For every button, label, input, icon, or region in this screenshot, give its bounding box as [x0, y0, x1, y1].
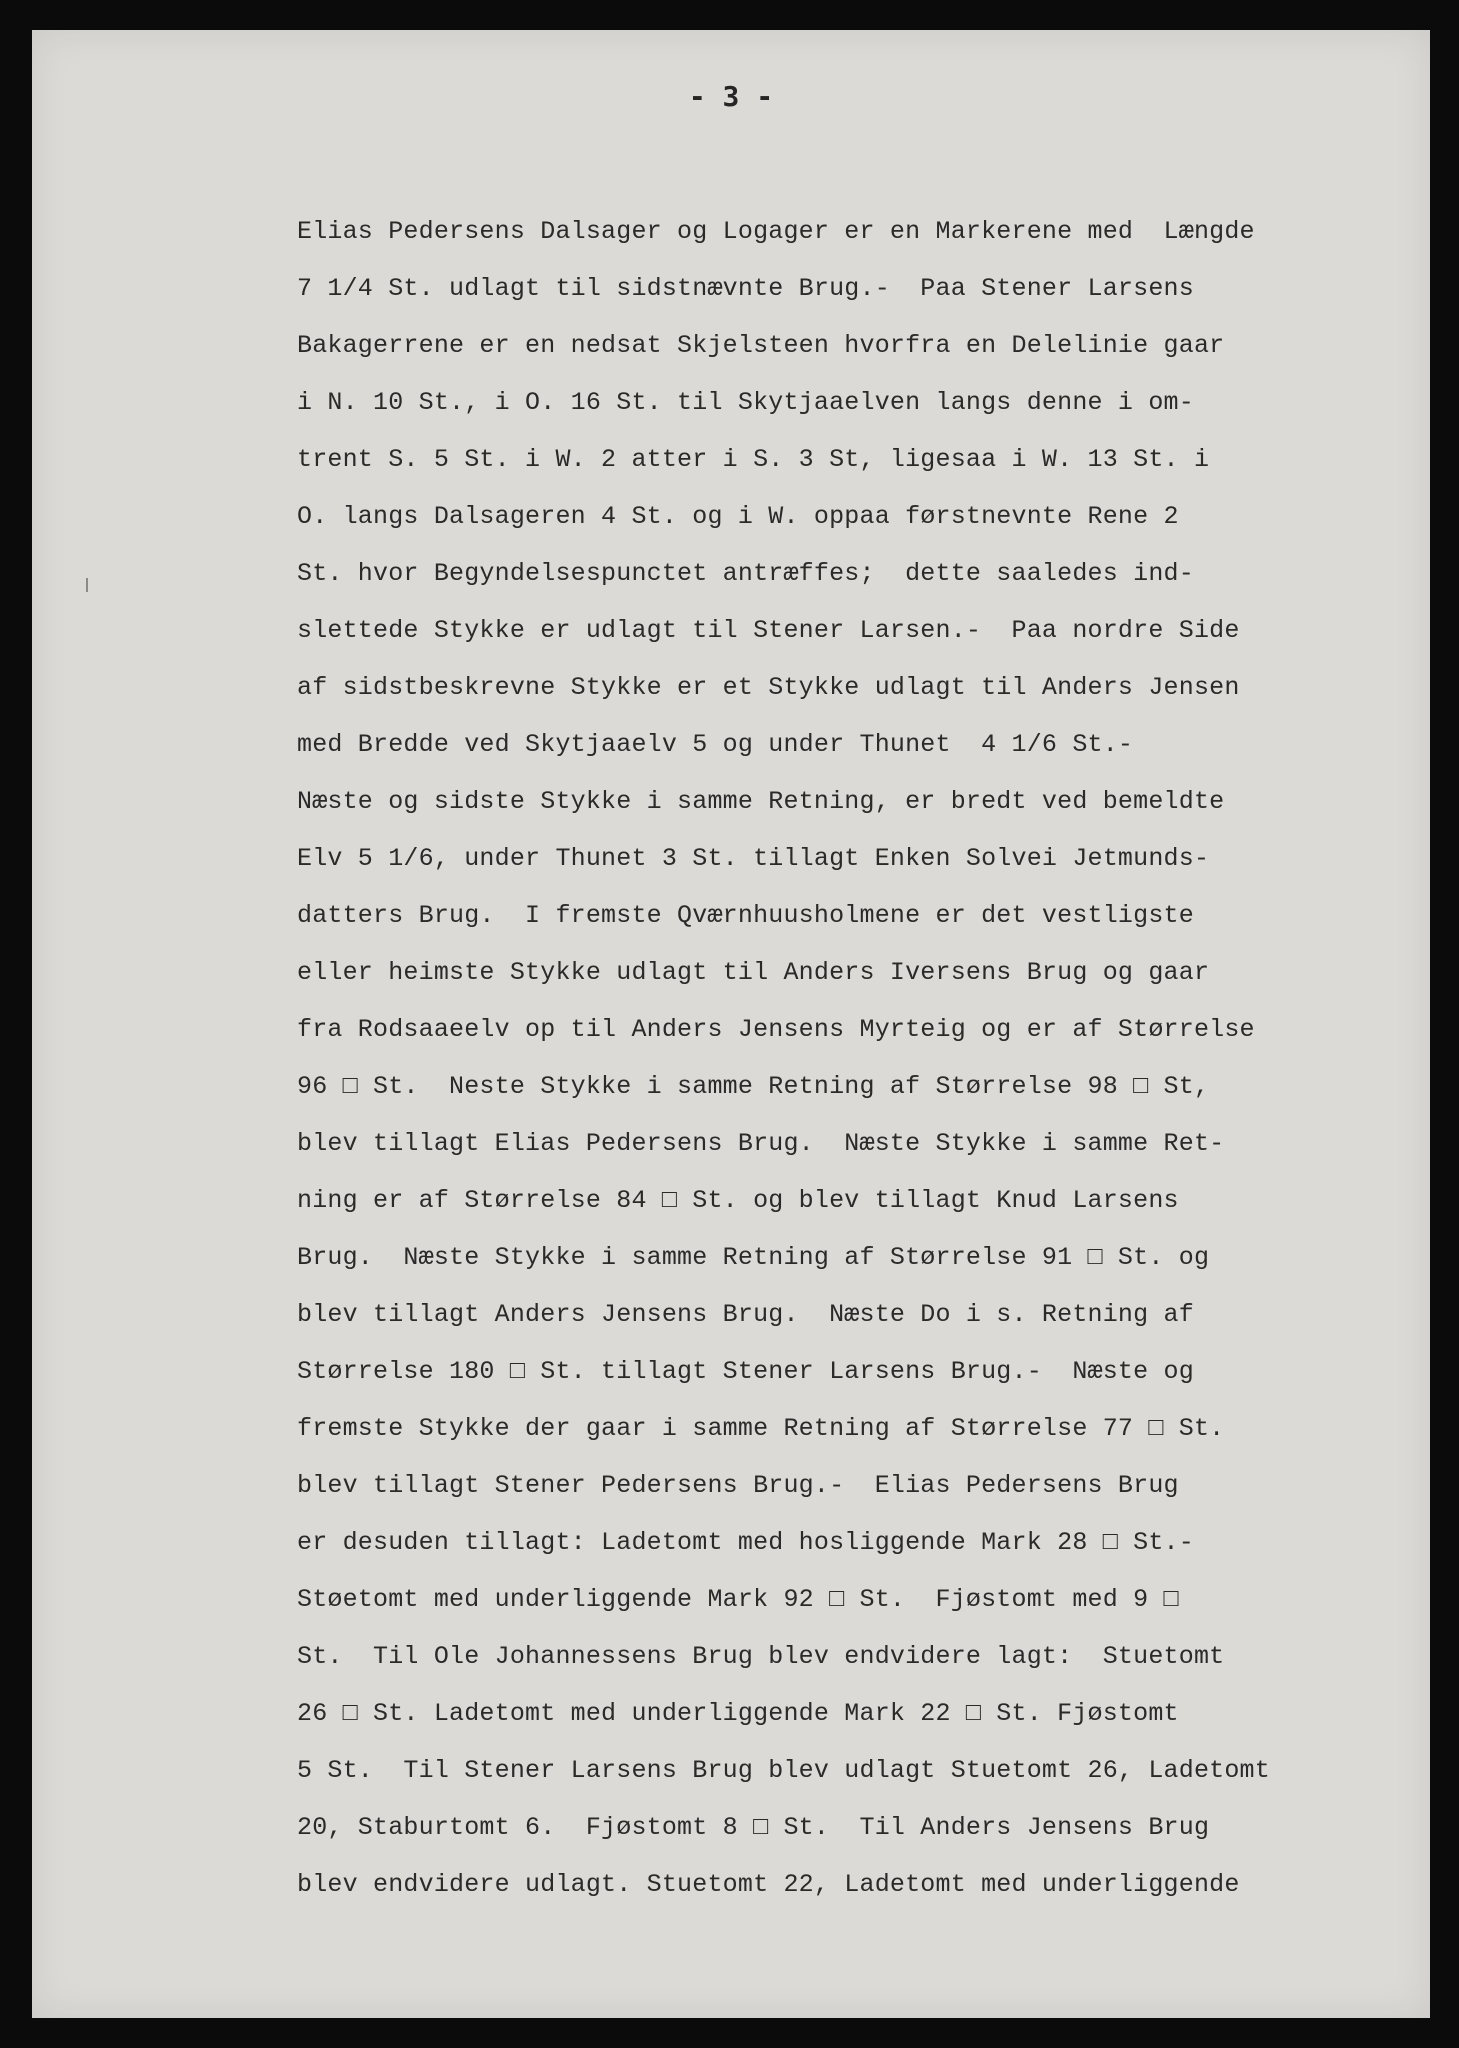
text-line: slettede Stykke er udlagt til Stener Larsen.- Paa nordre Side	[297, 616, 1240, 645]
text-line: 96 □ St. Neste Stykke i samme Retning af Størrelse 98 □ St,	[297, 1072, 1210, 1101]
margin-mark	[86, 578, 88, 592]
text-line: 26 □ St. Ladetomt med underliggende Mark 22 □ St. Fjøstomt	[297, 1699, 1179, 1728]
text-line: blev tillagt Anders Jensens Brug. Næste Do i s. Retning af	[297, 1300, 1194, 1329]
text-line: fra Rodsaaeelv op til Anders Jensens Myrteig og er af Størrelse	[297, 1015, 1255, 1044]
text-line: Størrelse 180 □ St. tillagt Stener Larsens Brug.- Næste og	[297, 1357, 1194, 1386]
text-line: fremste Stykke der gaar i samme Retning af Størrelse 77 □ St.	[297, 1414, 1225, 1443]
text-line: i N. 10 St., i O. 16 St. til Skytjaaelven langs denne i om-	[297, 388, 1194, 417]
text-line: Støetomt med underliggende Mark 92 □ St. Fjøstomt med 9 □	[297, 1585, 1179, 1614]
text-line: 20, Staburtomt 6. Fjøstomt 8 □ St. Til Anders Jensens Brug	[297, 1813, 1210, 1842]
text-line: blev endvidere udlagt. Stuetomt 22, Ladetomt med underliggende	[297, 1870, 1240, 1899]
text-line: Næste og sidste Stykke i samme Retning, er bredt ved bemeldte	[297, 787, 1225, 816]
text-line: blev tillagt Stener Pedersens Brug.- Elias Pedersens Brug	[297, 1471, 1179, 1500]
text-line: Bakagerrene er en nedsat Skjelsteen hvorfra en Delelinie gaar	[297, 331, 1225, 360]
text-line: er desuden tillagt: Ladetomt med hosliggende Mark 28 □ St.-	[297, 1528, 1194, 1557]
text-line: St. Til Ole Johannessens Brug blev endvidere lagt: Stuetomt	[297, 1642, 1225, 1671]
page-number: - 3 -	[688, 80, 774, 113]
typed-text-body	[297, 203, 1397, 1913]
text-line: blev tillagt Elias Pedersens Brug. Næste Stykke i samme Ret-	[297, 1129, 1225, 1158]
text-line: 7 1/4 St. udlagt til sidstnævnte Brug.- Paa Stener Larsens	[297, 274, 1194, 303]
text-line: ning er af Størrelse 84 □ St. og blev tillagt Knud Larsens	[297, 1186, 1179, 1215]
text-line: Elv 5 1/6, under Thunet 3 St. tillagt Enken Solvei Jetmunds-	[297, 844, 1210, 873]
text-line: af sidstbeskrevne Stykke er et Stykke udlagt til Anders Jensen	[297, 673, 1240, 702]
text-line: Brug. Næste Stykke i samme Retning af Størrelse 91 □ St. og	[297, 1243, 1210, 1272]
document-page	[32, 30, 1430, 2018]
text-line: 5 St. Til Stener Larsens Brug blev udlagt Stuetomt 26, Ladetomt	[297, 1756, 1270, 1785]
text-line: O. langs Dalsageren 4 St. og i W. oppaa førstnevnte Rene 2	[297, 502, 1179, 531]
text-line: trent S. 5 St. i W. 2 atter i S. 3 St, ligesaa i W. 13 St. i	[297, 445, 1210, 474]
text-line: eller heimste Stykke udlagt til Anders Iversens Brug og gaar	[297, 958, 1210, 987]
text-line: datters Brug. I fremste Qværnhuusholmene er det vestligste	[297, 901, 1194, 930]
text-line: med Bredde ved Skytjaaelv 5 og under Thunet 4 1/6 St.-	[297, 730, 1134, 759]
text-line: Elias Pedersens Dalsager og Logager er en Markerene med Længde	[297, 217, 1255, 246]
text-line: St. hvor Begyndelsespunctet antræffes; dette saaledes ind-	[297, 559, 1194, 588]
